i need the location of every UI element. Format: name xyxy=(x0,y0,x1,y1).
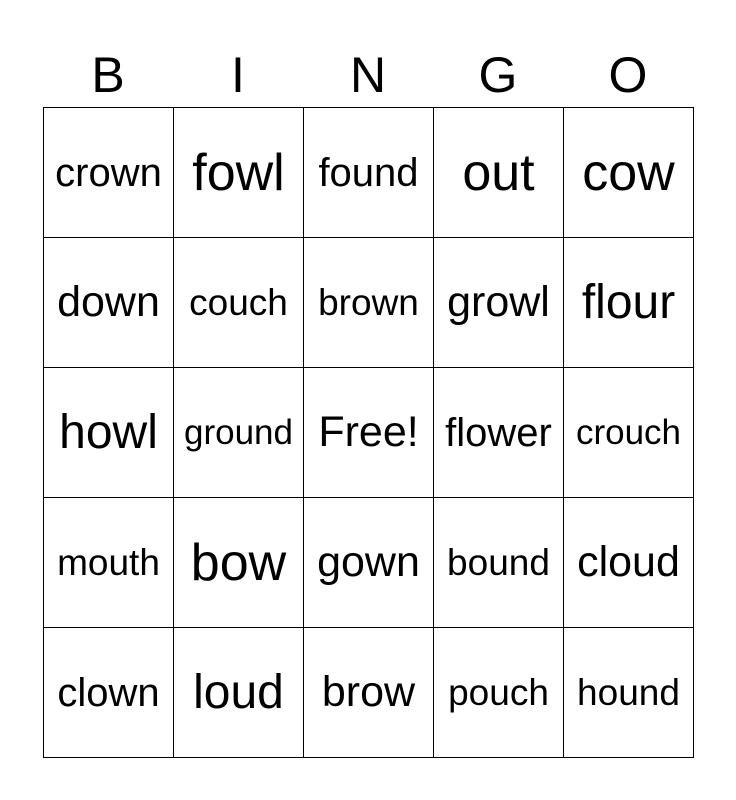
bingo-cell[interactable]: crown xyxy=(44,108,174,238)
bingo-cell[interactable]: couch xyxy=(174,238,304,368)
header-letter-b: B xyxy=(91,47,125,103)
bingo-cell[interactable]: flour xyxy=(564,238,694,368)
bingo-cell[interactable]: bound xyxy=(434,498,564,628)
bingo-header xyxy=(43,44,693,106)
header-letter-i: I xyxy=(231,47,245,103)
bingo-cell[interactable]: gown xyxy=(304,498,434,628)
bingo-cell[interactable]: cloud xyxy=(564,498,694,628)
bingo-cell[interactable]: ground xyxy=(174,368,304,498)
bingo-cell[interactable]: hound xyxy=(564,628,694,758)
bingo-cell[interactable]: flower xyxy=(434,368,564,498)
bingo-cell[interactable]: pouch xyxy=(434,628,564,758)
bingo-board xyxy=(43,107,694,758)
header-letter-o: O xyxy=(608,47,648,103)
bingo-cell[interactable]: clown xyxy=(44,628,174,758)
header-letter-g: G xyxy=(478,47,518,103)
bingo-cell[interactable]: brow xyxy=(304,628,434,758)
bingo-cell[interactable]: cow xyxy=(564,108,694,238)
bingo-cell[interactable]: fowl xyxy=(174,108,304,238)
bingo-cell[interactable]: howl xyxy=(44,368,174,498)
free-space-cell[interactable]: Free! xyxy=(304,368,434,498)
bingo-cell[interactable]: loud xyxy=(174,628,304,758)
bingo-cell[interactable]: growl xyxy=(434,238,564,368)
bingo-cell[interactable]: brown xyxy=(304,238,434,368)
bingo-cell[interactable]: mouth xyxy=(44,498,174,628)
bingo-cell[interactable]: down xyxy=(44,238,174,368)
bingo-cell[interactable]: crouch xyxy=(564,368,694,498)
bingo-cell[interactable]: out xyxy=(434,108,564,238)
header-letter-n: N xyxy=(349,47,387,103)
bingo-cell[interactable]: bow xyxy=(174,498,304,628)
bingo-cell[interactable]: found xyxy=(304,108,434,238)
